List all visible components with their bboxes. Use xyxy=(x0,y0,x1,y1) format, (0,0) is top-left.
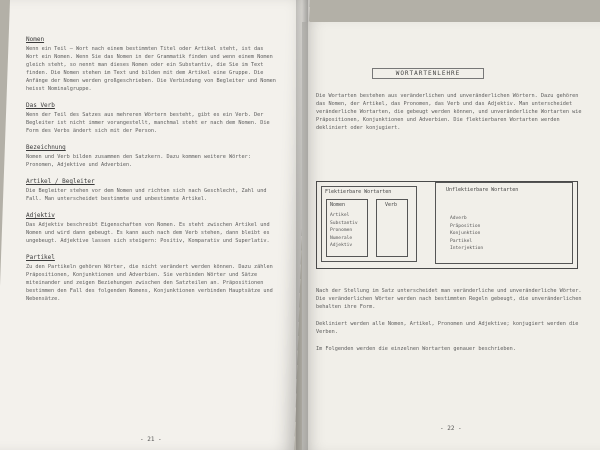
section-artikel xyxy=(26,178,276,203)
nomen-list xyxy=(330,212,358,250)
body-paragraph: Nach der Stellung im Satz unterscheidet man veränderliche und unveränderliche Wörter. Die veränderlichen Wörter werden nach bestimmten Regeln gebeugt, die unveränderlichen behalten ihre Form. xyxy=(316,288,582,310)
body-paragraph: Im Folgenden werden die einzelnen Wortarten genauer beschrieben. xyxy=(316,346,516,352)
book-gutter xyxy=(296,0,308,450)
intro-text: Die Wortarten bestehen aus veränderlichen und unveränderlichen Wörtern. Dazu gehören das Nomen, der Artikel, das Pronomen, das Verb und das Adjektiv. Man unterscheidet veränderliche Wortarten, die gebeugt werden können, und unveränderliche Wortarten wie Präpositionen, Konjunktionen und Adverbien. Die flektierbaren Wortarten werden dekliniert oder konjugiert. xyxy=(316,93,582,131)
nomen-label: Nomen xyxy=(330,202,346,208)
section-text: Die Begleiter stehen vor dem Nomen und richten sich nach Geschlecht, Zahl und Fall. Man unterscheidet bestimmte und unbestimmte Artikel. xyxy=(26,188,267,202)
list-item: Partikel xyxy=(450,238,473,244)
list-item: Präposition xyxy=(450,223,481,229)
body-paragraph: Dekliniert werden alle Nomen, Artikel, Pronomen und Adjektive; konjugiert werden die Verben. xyxy=(316,321,579,335)
unflektierbar-box xyxy=(435,182,573,264)
verb-label: Verb xyxy=(385,202,398,208)
section-heading: Partikel xyxy=(26,254,55,261)
list-item: Adverb xyxy=(450,216,467,221)
section-bezeichnung xyxy=(26,144,276,169)
section-text: Wenn ein Teil — Wort nach einem bestimmten Titel oder Artikel steht, ist das Wort ein Nomen. Wenn Sie das Nomen in der Grammatik finden und wenn einem Nomen gleich steht, so nennt man dieses Nomen oder ein Substantiv, die Sie im Text finden. Die Nomen stehen im Text und bilden mit dem Artikel eine Gruppe. Die Anfänge der Nomen werden großgeschrieben. Die Verbindung von Begleiter und Nomen heisst Nominalgruppe. xyxy=(26,46,276,92)
section-partikel xyxy=(26,254,276,303)
flektierbar-label: Flektierbare Wortarten xyxy=(325,189,392,195)
list-item: Artikel xyxy=(330,213,350,218)
section-text: Zu den Partikeln gehören Wörter, die nicht verändert werden können. Dazu zählen Präpositionen, Konjunktionen und Adverbien. Sie verbinden Wörter und Sätze miteinander und zeigen Beziehungen zwischen den Satzteilen an. Präpositionen bestimmen den Fall des folgenden Nomens, Konjunktionen verbinden Hauptsätze und Nebensätze. xyxy=(26,264,273,302)
list-item: Konjunktion xyxy=(450,231,481,237)
verb-box xyxy=(376,199,408,257)
section-heading: Das Verb xyxy=(26,102,55,109)
flektierbar-box xyxy=(321,186,417,262)
wortarten-diagram xyxy=(316,181,578,269)
left-page-text xyxy=(26,36,276,312)
section-verb xyxy=(26,102,276,135)
right-page-intro xyxy=(316,92,586,132)
left-page-number: - 21 - xyxy=(140,436,162,443)
list-item: Adjektiv xyxy=(330,243,353,249)
right-page-title: WORTARTENLEHRE xyxy=(372,68,484,79)
list-item: Numerale xyxy=(330,235,353,241)
list-item: Pronomen xyxy=(330,228,353,234)
section-adjektiv xyxy=(26,212,276,245)
right-page-number: - 22 - xyxy=(440,425,462,432)
unflektierbar-list xyxy=(450,215,483,253)
section-text: Nomen und Verb bilden zusammen den Satzkern. Dazu kommen weitere Wörter: Pronomen, Adjektive und Adverbien. xyxy=(26,154,251,168)
section-heading: Bezeichnung xyxy=(26,144,66,151)
section-nomen xyxy=(26,36,276,93)
nomen-box xyxy=(326,199,368,257)
section-heading: Nomen xyxy=(26,36,45,43)
section-heading: Adjektiv xyxy=(26,212,55,219)
unflektierbar-label: Unflektierbare Wortarten xyxy=(446,187,519,193)
list-item: Substantiv xyxy=(330,220,358,226)
right-page-body xyxy=(316,287,586,362)
section-text: Wenn der Teil des Satzes aus mehreren Wörtern besteht, gibt es ein Verb. Der Begleiter ist nicht immer vorangestellt, manchmal steht er nach dem Nomen. Die Form des Verbs ändert sich mit der Person. xyxy=(26,112,270,134)
section-text: Das Adjektiv beschreibt Eigenschaften von Nomen. Es steht zwischen Artikel und Nomen und wird dann gebeugt. Es kann auch nach dem Verb stehen, dann bleibt es ungebeugt. Adjektive lassen sich steigern: Positiv, Komparativ und Superlativ. xyxy=(26,222,270,244)
section-heading: Artikel / Begleiter xyxy=(26,178,95,185)
list-item: Interjektion xyxy=(450,246,484,252)
